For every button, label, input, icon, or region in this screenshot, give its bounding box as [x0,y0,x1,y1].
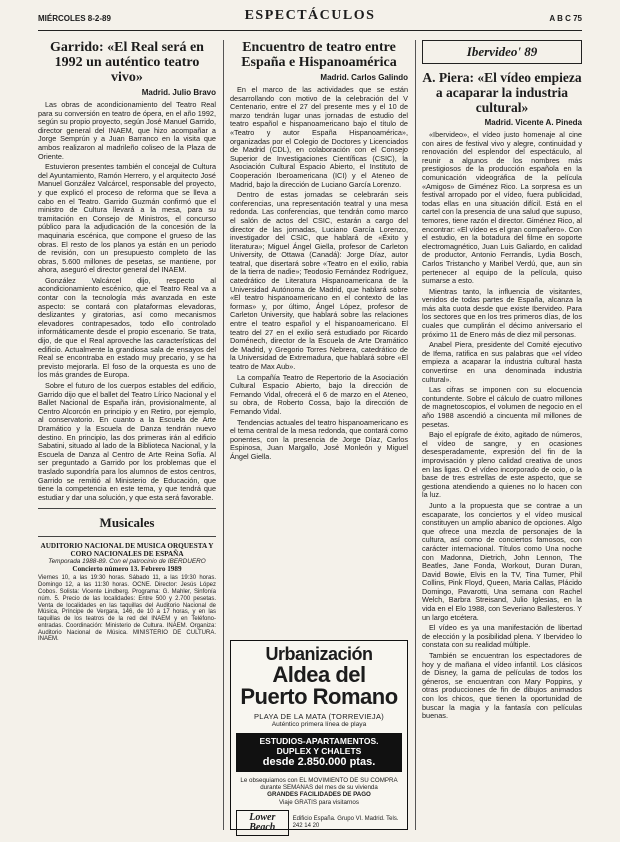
article-paragraph: Las obras de acondicionamiento del Teatro Real para su conversión en teatro de ópera, en el año 1992, según su propio proyecto, según José Manuel Garrido, director general del INAEM, que hizo acompañar a Jorge Semprún y a Juan Barranco en la visita que ambos realizaron al madrileño coliseo de la Plaza de Oriente. [38,100,216,161]
article-paragraph: Mientras tanto, la influencia de visitantes, venidos de todas partes de España, alcanza la más alta cuota desde que existe Ibervideo. Para los sectores que en los tres primeros días, de los cuales que cumplirán el décimo aniversario el próximo 11 de Enero más de diez mil personas. [422,286,582,339]
article-byline: Madrid. Carlos Galindo [320,73,408,82]
ibervideo-box [422,40,582,64]
article-byline: Madrid. Vicente A. Pineda [484,118,582,127]
ad-location: PLAYA DE LA MATA (TORREVIEJA) [253,712,385,721]
article-paragraph: El vídeo es ya una manifestación de libertad de elección y la posibilidad plena. Y Ibervideo lo constata con su realidad múltiple. [422,623,582,650]
article-headline: Garrido: «El Real será en 1992 un auténtico teatro vivo» [50,40,204,85]
article-paragraph: También se encuentran los espectadores de hoy y de mañana el vídeo infantil. Los clásicos de Disney, la gama de películas de todos los géneros, se encuentran con Mary Poppins, y otras producciones de fin de dibujos animados con los chicos, que tienen la oportunidad de buscar la magia y la fantasía con películas buenas. [422,651,582,721]
article-paragraph: Bajo el epígrafe de éxito, agitado de números, el vídeo de sangre, y en ocasiones desesperadamente, expresión del fin de la improvisación y pleno calidad creativa de unos en las ligas. O el vídeo incorporado de ocio, o la base de tres estrellas de este aspecto, que se gestiona atendiendo a quienes no lo hacen con la luz. [422,430,582,500]
concert-season: Temporada 1988-89. Con el patrocinio de IBERDUERO [48,558,206,566]
column-divider [415,40,416,830]
article-paragraph: Anabel Piera, presidente del Comité ejecutivo de Ifema, ratifica en sus palabras que «el vídeo empieza a acaparar la industria cultural hasta convertirse en una denominada industria cultural». [422,340,582,384]
ad-address: Edificio España. Grupo VI. Madrid. Tels. 242 14 20 [292,815,399,829]
article-paragraph: Junto a la propuesta que se contrae a un escaparate, los conciertos y el vídeo musical constituyen un amplio abanico de opciones. Algo que ofrece una mezcla de personajes de la cultura, así como de conciertos famosos, con carácter internacional. Títulos como Una noche con Madonna, Dietrich, John Lennon, The Beatles, Jane Fonda, Workout, Duran Duran, David Bowie, Elvis en la TV, Tina Turner, Phil Collins, Pink Floyd, Queen, Maria Callas, Plácido Domingo, Pavarotti, Una semana con Rachel Welch, Barbra Streisand, Julio Iglesias, en la vida en el Elo 1988, con Severiano Ballesteros. Y un largo etcétera. [422,500,582,622]
ad-info-2: GRANDES FACILIDADES DE PAGO [267,791,371,799]
issue-date: MIÉRCOLES 8-2-89 [38,14,111,23]
ad-info-1: Le obsequiamos con EL MOVIMIENTO DE SU COMPRA durante SEMANAS del mes de su vivienda [240,777,398,792]
ibervideo-title: Ibervideo' 89 [466,44,538,59]
ad-offer-line1: ESTUDIOS-APARTAMENTOS. [259,736,379,746]
page-number: A B C 75 [549,14,582,23]
ad-offer-line2: DUPLEX Y CHALETS [276,746,362,756]
article-paragraph: Estuvieron presentes también el concejal de Cultura del Ayuntamiento, Ramón Herrero, y el arquitecto José Manuel González Valcárcel, responsable del proyecto, y que explicó el proceso de reforma que se lleva a cabo en el Teatro. Garrido Guzmán confirmó que el ministro de Cultura llevará a la mesa, para su tramitación en Consejo de Ministros, el concurso público para la adjudicación de la concesión de la maquinaria escénica, que compone el grueso de las obras. El resto de los planos ya están en un periodo de revisión, con un presupuesto completo de las obras, 5.600 millones de pesetas, se mantiene, por ahora, aseguró el director general del INAEM. [38,162,216,275]
article-paragraph: González Valcárcel dijo, respecto al acondicionamiento escénico, que el Teatro Real va a contar con la tecnología más avanzada en este aspecto: se contará con plataformas elevadoras, deslizantes y giratorias, así como mecanismos elevadores contrapesados, todo ello controlado informáticamente desde el propio escenario. Se trata, dijo, de que el Real aproveche las características del edificio. Actualmente la grandiosa sala de ensayos del Real se encontraba en estado muy precario, y se ha previsto mejorarla. El foso de la orquesta es uno de los más grandes de Europa. [38,275,216,380]
concert-number: Concierto número 13. Febrero 1989 [72,564,182,573]
ad-info-3: Viaje GRATIS para visitarnos [279,798,359,806]
article-garrido [38,40,216,836]
article-paragraph: Las cifras se imponen con su elocuencia contundente. Sobre el cálculo de cuatro millones de magnetoscopios, el volumen de negocio en el año 1988 ascendió a cincuenta mil millones de pesetas. [422,385,582,429]
article-byline: Madrid. Julio Bravo [141,88,216,97]
ad-offer-box [236,733,402,772]
ad-logo: Lower Beach [236,810,289,836]
real-estate-ad [230,640,408,833]
ad-name-line1: Aldea del [272,662,366,687]
section-divider [38,536,216,537]
ad-name-line2: Puerto Romano [240,684,398,709]
article-paragraph: La compañía Teatro de Repertorio de la Asociación Cultural Espacio Abierto, bajo la dirección de Fernando Vidal, ofrecerá el 6 de marzo en el Ateneo, su obra, de Roberto Cossa, bajo la dirección de Fernando Vidal. [230,372,408,416]
article-paragraph: En el marco de las actividades que se están desarrollando con motivo de la celebración del V Centenario, entre el 27 del presente mes y el 10 de marzo tendrán lugar unas jornadas de estudio del teatro español e hispanoamericano bajo el título de «Teatro y autor España Hispanoamérica», organizadas por el Colegio de Doctores y Licenciados de Madrid (CDL), en colaboración con el Consejo Superior de Investigaciones Científicas (CSIC), la Asociación Cultural Espacio Abierto, el Instituto de Cooperación Iberoamericana (ICI) y el Ateneo de Madrid, bajo la dirección de Luciano García Lorenzo. [230,86,408,189]
ad-tagline: Auténtico primera línea de playa [271,721,367,728]
article-headline: Encuentro de teatro entre España e Hispanoamérica [241,40,397,70]
ad-footer [236,810,402,836]
article-body [230,86,408,634]
article-paragraph: «Ibervideo», el vídeo justo homenaje al cine con aires de festival vivo y alegre, continuidad y renovación del esplendor del espectáculo, al reunir a algunos de los nombres más prestigiosos de la producción española en la comunicación videográfica de la película «Amigos» de Giménez Rico. La sorpresa es un festival arropado por el vídeo, fuera publicidad, todas ellas en una situación difícil. Está en el cartel con la presencia de una salud que supuso, temores, tiene razón el director. Giménez Rico, al encontrar: «El vídeo es el gran compañero». Con el estudio, en la botadura del filme en soporte electromagnético, Juan Luis Galiardo, en calidad de productor, Antonio Ferrandis, Lydia Bosch, Carlos Tristancho y Maribel Verdú, que, aun sin pertenecer al equipo de la película, quiso sumarse a esto. [422,130,582,286]
section-title: ESPECTÁCULOS [244,8,376,23]
column-divider [223,40,224,830]
article-encuentro [230,40,408,836]
article-paragraph: Dentro de estas jornadas se celebrarán seis conferencias, una representación teatral y una mesa redonda. Las conferencias, que tendrán como marco el salón de actos del CSIC, estarán a cargo del director de las jornadas, Luciano García Lorenzo, investigador del CSIC, que hablará de «Éxito y literatura»; Miguel Ángel Giella, profesor de Carleton University, de Ottawa (Canadá): Jorge Díaz, autor teatral, que disertará sobre «Teatro en el exilio, rabia de la tierra de nadie»; Teodosio Fernández Rodríguez, catedrático de Literatura Hispanoamericana de la Universidad Autónoma de Madrid, que hablará sobre «El teatro hispanoamericano en el contexto de las formas» y, por último, Ángel López, profesor de Carleton University, que hablará sobre las relaciones entre el teatro español y el hispanoamericano. El teatro del 27 en el exilio será estudiado por Ricardo Doménech, director de la Escuela de Arte Dramático de Madrid, y Gregorio Torres Nebrera, catedrático de la Universidad de Extremadura, que hablará sobre «El teatro de Max Aub». [230,190,408,371]
concert-org: AUDITORIO NACIONAL DE MUSICA ORQUESTA Y CORO NACIONALES DE ESPAÑA [40,542,214,558]
section-divider [38,508,216,509]
page-header [38,8,582,31]
article-ibervideo [422,40,582,836]
ad-price: desde 2.850.000 ptas. [262,756,376,768]
article-paragraph: Tendencias actuales del teatro hispanoamericano es el tema central de la mesa redonda, que contará como ponentes, con la presencia de Jorge Díaz, Carlos Espinosa, Juan Margallo, José Monleón y Miguel Ángel Giella. [230,417,408,461]
concert-listing [38,543,216,643]
article-headline: A. Piera: «El vídeo empieza a acaparar la industria cultural» [422,70,582,115]
article-paragraph: Sobre el futuro de los cuerpos estables del edificio, Garrido dijo que el ballet del Teatro Lírico Nacional y el Ballet Nacional de España irán, provisionalmente, al Centro Alcorcón en principio y en Retiro, por ejemplo, al conservatorio. En cuanto a la Escuela de Arte Dramático y la Escuela de Danza tendrán nuevo destino. En principio, las dos primeras irán al edificio Sabatini, situado al lado de la Biblioteca Nacional, y la Escuela de Danza al Centro de Arte Reina Sofía. Al ser preguntado a Garrido por los problemas que el traslado supondría para los alumnos de estos centros, Garrido se remitió al Ministerio de Educación, que tiene la competencia en este tema, y que tendrá que estudiar y dar una solución, y que esta será favorable. [38,381,216,502]
concert-details: Viernes 10, a las 19:30 horas. Sábado 11, a las 19:30 horas. Domingo 12, a las 11:30 horas. OCNE. Director: Jesús López Cobos. Solista: Vicente Lindberg. Programa: G. Mahler, Sinfonía núm. 5. Precio de las localidades: Entre 500 y 2.700 pesetas. Venta de localidades en las taquillas del Auditorio Nacional de Música, Príncipe de Vergara, 146, de 10 a 17 horas, y en las taquillas de los teatros de la red del INAEM y en Teléfono-entradas. Coordinación: Ministerio de Cultura. INAEM. Organiza: Auditorio Nacional de Música. MINISTERIO DE CULTURA. INAEM. [38,575,216,643]
musicales-heading: Musicales [99,515,155,531]
ad-label: Urbanización [265,644,373,664]
